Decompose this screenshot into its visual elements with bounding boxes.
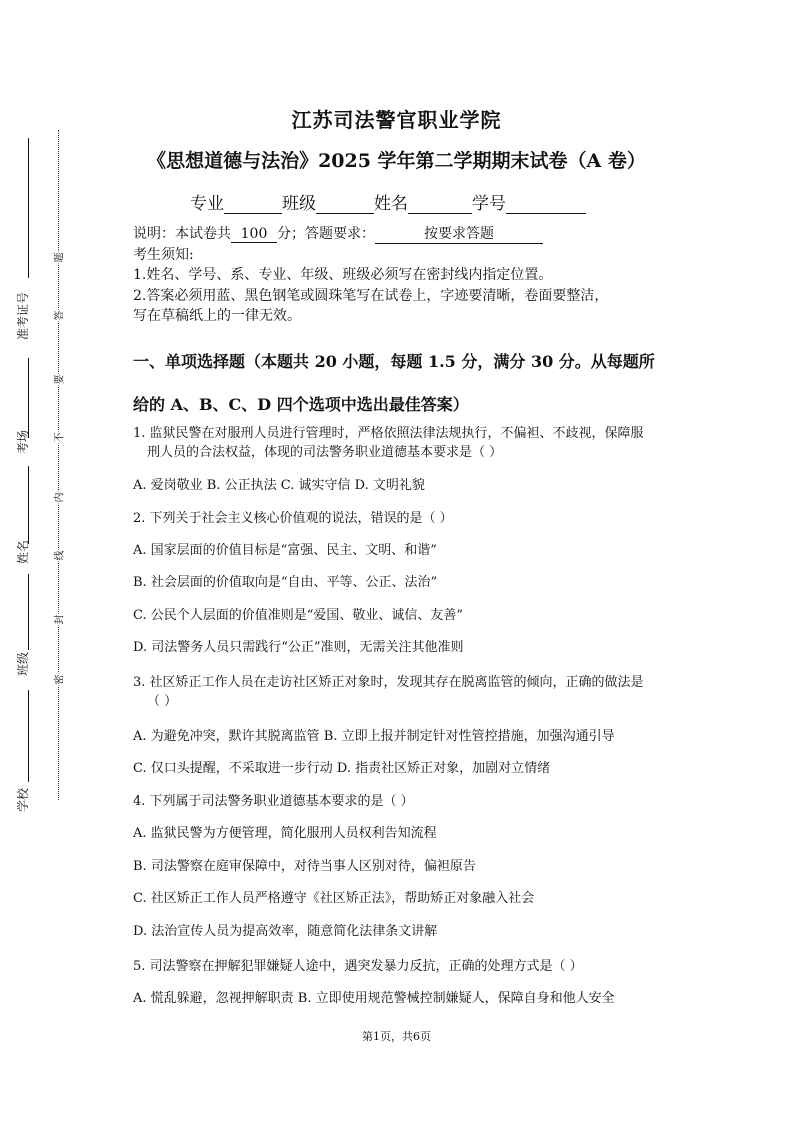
seal-char: 不	[51, 432, 66, 444]
question-2-option-a: A. 国家层面的价值目标是“富强、民主、文明、和谐”	[133, 543, 437, 558]
question-4-option-a: A. 监狱民警为方便管理，简化服刑人员权利告知流程	[133, 826, 437, 841]
margin-name-label: 姓名	[16, 539, 30, 564]
class-label: 班级	[282, 194, 316, 214]
major-field[interactable]	[224, 195, 282, 214]
class-field[interactable]	[316, 195, 374, 214]
answer-requirement: 按要求答题	[375, 223, 543, 244]
student-id-field[interactable]	[506, 195, 586, 214]
room-blank[interactable]	[28, 358, 29, 438]
name-blank[interactable]	[28, 466, 29, 544]
question-4-option-d: D. 法治宣传人员为提高效率，随意简化法律条文讲解	[133, 924, 438, 939]
section-heading: 一、单项选择题（本题共 20 小题，每题 1.5 分，满分 30 分。从每题所	[133, 352, 655, 371]
name-field[interactable]	[408, 195, 472, 214]
total-score: 100	[231, 226, 277, 243]
question-2-option-d: D. 司法警务人员只需践行“公正”准则，无需关注其他准则	[133, 640, 464, 655]
margin-school-label: 学校	[16, 787, 30, 812]
seal-char: 要	[51, 374, 66, 386]
question-1-options: A. 爱岗敬业 B. 公正执法 C. 诚实守信 D. 文明礼貌	[133, 478, 425, 493]
seal-char: 封	[51, 614, 66, 626]
student-id-label: 学号	[472, 194, 506, 214]
page-number: 第1页，共6页	[362, 1030, 431, 1043]
seal-line	[58, 130, 59, 800]
notice-2-cont: 写在草稿纸上的一律无效。	[133, 308, 301, 324]
question-3-cont	[133, 692, 177, 712]
question-3-options-ab: A. 为避免冲突，默许其脱离监管 B. 立即上报并制定针对性管控措施，加强沟通引导	[133, 729, 615, 744]
question-3-options-cd: C. 仅口头提醒，不采取进一步行动 D. 指责社区矫正对象，加剧对立情绪	[133, 761, 551, 776]
seal-char: 内	[51, 492, 66, 504]
notice-1: 1.姓名、学号、系、专业、年级、班级必须写在密封线内指定位置。	[133, 267, 553, 283]
question-3: 3. 社区矫正工作人员在走访社区矫正对象时，发现其存在脱离监管的倾向，正确的做法是	[133, 675, 644, 690]
notice-2: 2.答案必须用蓝、黑色钢笔或圆珠笔写在试卷上，字迹要清晰，卷面要整洁，	[133, 288, 609, 304]
question-4-option-b: B. 司法警察在庭审保障中，对待当事人区别对待，偏袒原告	[133, 859, 476, 874]
instructions-prefix: 说明：本试卷共	[133, 226, 231, 242]
question-5-options-ab: A. 慌乱躲避，忽视押解职责 B. 立即使用规范警械控制嫌疑人，保障自身和他人安全	[133, 991, 615, 1006]
seal-char: 线	[51, 550, 66, 562]
question-1-cont	[133, 443, 502, 463]
question-1: 1. 监狱民警在对服刑人员进行管理时，严格依照法律法规执行，不偏袒、不歧视，保障服	[133, 426, 644, 441]
major-label: 专业	[190, 194, 224, 214]
question-2-option-b: B. 社会层面的价值取向是“自由、平等、公正、法治”	[133, 575, 438, 590]
section-heading-cont: 给的 A、B、C、D 四个选项中选出最佳答案）	[133, 395, 469, 414]
school-name: 江苏司法警官职业学院	[291, 108, 502, 132]
instructions-line	[133, 223, 543, 244]
question-5: 5. 司法警察在押解犯罪嫌疑人途中，遇突发暴力反抗，正确的处理方式是（ ）	[133, 959, 583, 974]
name-label: 姓名	[374, 194, 408, 214]
seal-char: 答	[51, 310, 66, 322]
question-3-blank: （ ）	[147, 694, 178, 709]
question-2: 2. 下列关于社会主义核心价值观的说法，错误的是（ ）	[133, 511, 453, 526]
question-4-option-c: C. 社区矫正工作人员严格遵守《社区矫正法》，帮助矫正对象融入社会	[133, 891, 535, 906]
margin-room-label: 考场	[16, 429, 30, 454]
seal-char: 密	[51, 674, 66, 686]
class-blank[interactable]	[28, 574, 29, 650]
question-1-text: 刑人员的合法权益，体现的司法警务职业道德基本要求是（ ）	[147, 445, 503, 460]
question-2-option-c: C. 公民个人层面的价值准则是“爱国、敬业、诚信、友善”	[133, 608, 464, 623]
school-blank[interactable]	[28, 690, 29, 782]
seal-char: 题	[51, 252, 66, 264]
instructions-mid: 分；答题要求：	[277, 226, 375, 242]
margin-class-label: 班级	[16, 651, 30, 676]
student-info-row	[190, 189, 586, 214]
margin-exam-no-label: 准考证号	[16, 291, 30, 340]
question-4: 4. 下列属于司法警务职业道德基本要求的是（ ）	[133, 794, 414, 809]
exam-title: 《思想道德与法治》2025 学年第二学期期末试卷（A 卷）	[147, 150, 646, 172]
notice-title: 考生须知:	[133, 247, 194, 263]
